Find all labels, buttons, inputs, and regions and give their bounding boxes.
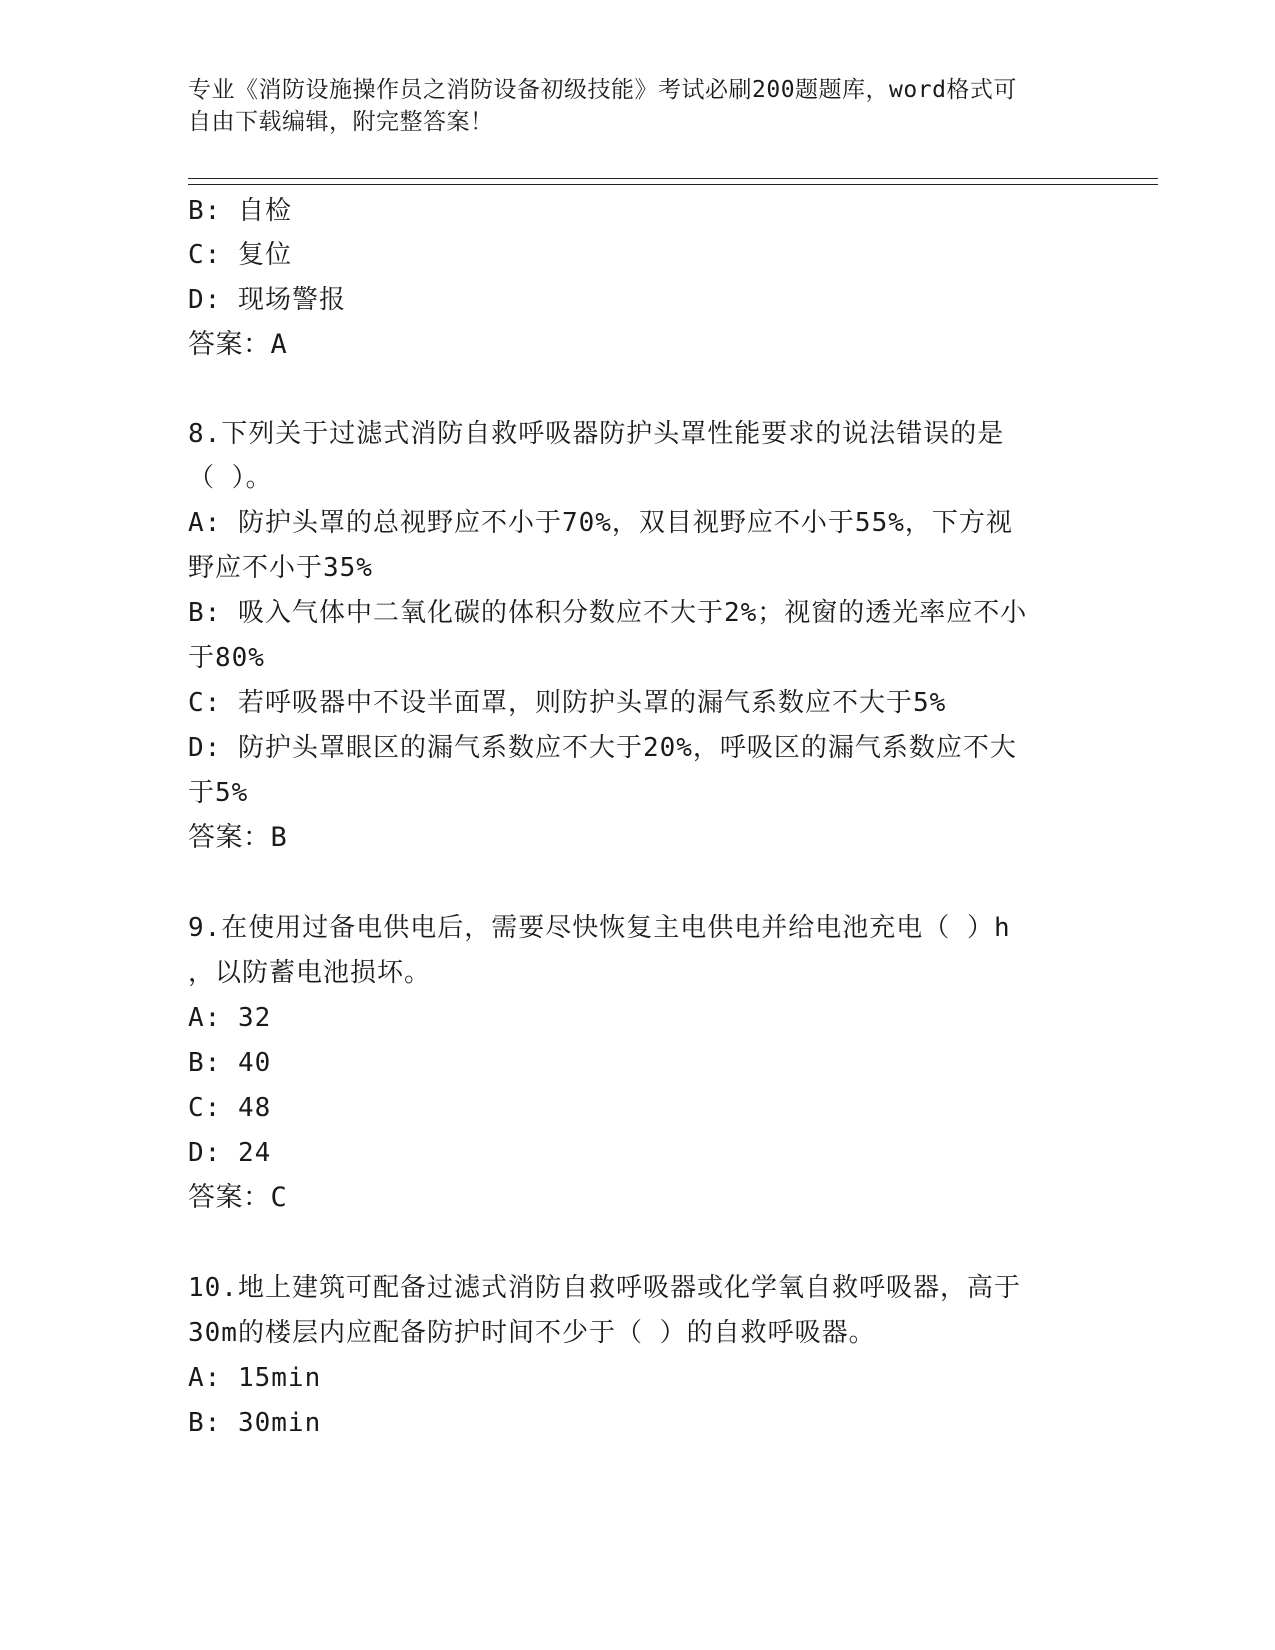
q8-option-b-line-1: B: 吸入气体中二氧化碳的体积分数应不大于2%；视窗的透光率应不小: [188, 598, 1028, 628]
q8-answer: 答案：B: [188, 822, 288, 853]
q9-option-a: A: 32: [188, 1003, 272, 1033]
q8-option-b-line-2: 于80%: [188, 643, 265, 673]
q8-option-a-line-1: A: 防护头罩的总视野应不小于70%，双目视野应不小于55%，下方视: [188, 508, 1013, 538]
q7-answer: 答案：A: [188, 329, 288, 360]
q8-stem-line-2: （ ）。: [188, 463, 273, 493]
header-divider-top: [188, 178, 1158, 179]
q10-stem-line-1: 10.地上建筑可配备过滤式消防自救呼吸器或化学氧自救呼吸器，高于: [188, 1273, 1021, 1303]
q9-answer: 答案：C: [188, 1182, 288, 1213]
document-header: [188, 74, 1088, 138]
q8-option-d-line-1: D: 防护头罩眼区的漏气系数应不大于20%，呼吸区的漏气系数应不大: [188, 733, 1017, 763]
q10-option-a: A: 15min: [188, 1363, 322, 1393]
q8-option-a-line-2: 野应不小于35%: [188, 553, 373, 583]
q9-option-d: D: 24: [188, 1138, 272, 1168]
header-line-1: 专业《消防设施操作员之消防设备初级技能》考试必刷200题题库，word格式可: [188, 77, 1017, 103]
q10-option-b: B: 30min: [188, 1408, 322, 1438]
q8-option-c: C: 若呼吸器中不设半面罩，则防护头罩的漏气系数应不大于5%: [188, 688, 947, 718]
q9-stem-line-1: 9.在使用过备电供电后，需要尽快恢复主电供电并给电池充电（ ）h: [188, 913, 1011, 943]
header-divider-bottom: [188, 184, 1158, 185]
q10-stem-line-2: 30m的楼层内应配备防护时间不少于（ ）的自救呼吸器。: [188, 1318, 876, 1348]
q7-option-c: C: 复位: [188, 240, 292, 270]
header-line-2: 自由下载编辑，附完整答案！: [188, 109, 494, 135]
q9-option-b: B: 40: [188, 1048, 272, 1078]
q8-stem-line-1: 8.下列关于过滤式消防自救呼吸器防护头罩性能要求的说法错误的是: [188, 419, 1005, 449]
q9-option-c: C: 48: [188, 1093, 272, 1123]
q8-option-d-line-2: 于5%: [188, 778, 249, 808]
q9-stem-line-2: ，以防蓄电池损坏。: [188, 958, 432, 988]
q7-option-d: D: 现场警报: [188, 285, 346, 315]
q7-option-b: B: 自检: [188, 196, 292, 226]
